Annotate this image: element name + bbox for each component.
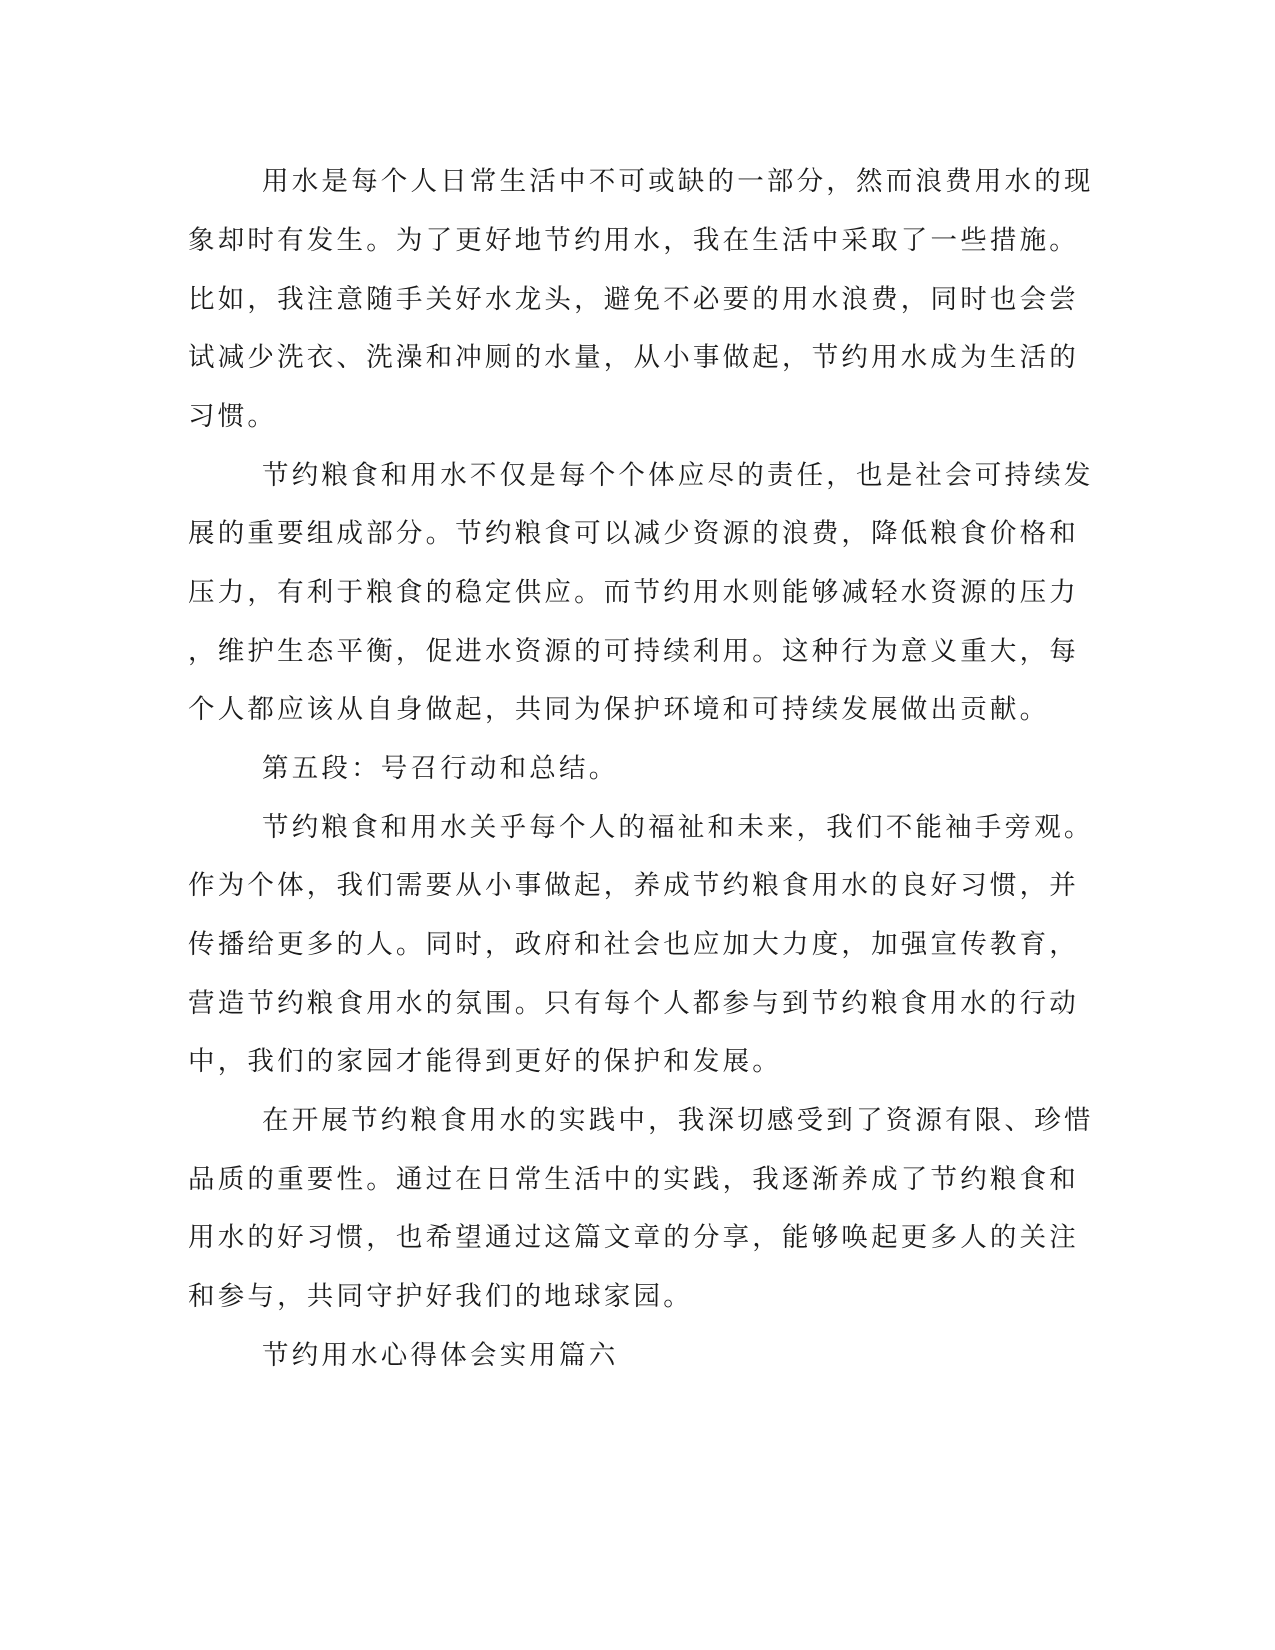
paragraph-1-line-1: 用水是每个人日常生活中不可或缺的一部分，然而浪费用水的现: [262, 166, 1094, 197]
paragraph-1-line-3: 比如，我注意随手关好水龙头，避免不必要的用水浪费，同时也会尝: [188, 284, 1079, 315]
paragraph-2-line-2: 展的重要组成部分。节约粮食可以减少资源的浪费，降低粮食价格和: [188, 518, 1079, 549]
paragraph-3-line-3: 传播给更多的人。同时，政府和社会也应加大力度，加强宣传教育，: [188, 929, 1079, 960]
paragraph-3-line-4: 营造节约粮食用水的氛围。只有每个人都参与到节约粮食用水的行动: [188, 988, 1079, 1019]
paragraph-2-line-1: 节约粮食和用水不仅是每个个体应尽的责任，也是社会可持续发: [262, 460, 1094, 491]
paragraph-1-line-4: 试减少洗衣、洗澡和冲厕的水量，从小事做起，节约用水成为生活的: [188, 342, 1079, 373]
paragraph-4-line-4: 和参与，共同守护好我们的地球家园。: [188, 1281, 693, 1312]
paragraph-4-line-2: 品质的重要性。通过在日常生活中的实践，我逐渐养成了节约粮食和: [188, 1164, 1079, 1195]
paragraph-4-line-1: 在开展节约粮食用水的实践中，我深切感受到了资源有限、珍惜: [262, 1105, 1094, 1136]
paragraph-2-line-3: 压力，有利于粮食的稳定供应。而节约用水则能够减轻水资源的压力: [188, 577, 1079, 608]
paragraph-2-line-5: 个人都应该从自身做起，共同为保护环境和可持续发展做出贡献。: [188, 694, 1050, 725]
paragraph-3-line-2: 作为个体，我们需要从小事做起，养成节约粮食用水的良好习惯，并: [188, 870, 1079, 901]
article-title: 节约用水心得体会实用篇六: [262, 1340, 619, 1371]
paragraph-1-line-2: 象却时有发生。为了更好地节约用水，我在生活中采取了一些措施。: [188, 225, 1079, 256]
section-heading: 第五段：号召行动和总结。: [262, 753, 619, 784]
paragraph-2-line-4: ，维护生态平衡，促进水资源的可持续利用。这种行为意义重大，每: [188, 636, 1079, 667]
paragraph-3-line-1: 节约粮食和用水关乎每个人的福祉和未来，我们不能袖手旁观。: [262, 812, 1094, 843]
paragraph-3-line-5: 中，我们的家园才能得到更好的保护和发展。: [188, 1046, 782, 1077]
paragraph-1-line-5: 习惯。: [188, 401, 278, 432]
paragraph-4-line-3: 用水的好习惯，也希望通过这篇文章的分享，能够唤起更多人的关注: [188, 1222, 1079, 1253]
